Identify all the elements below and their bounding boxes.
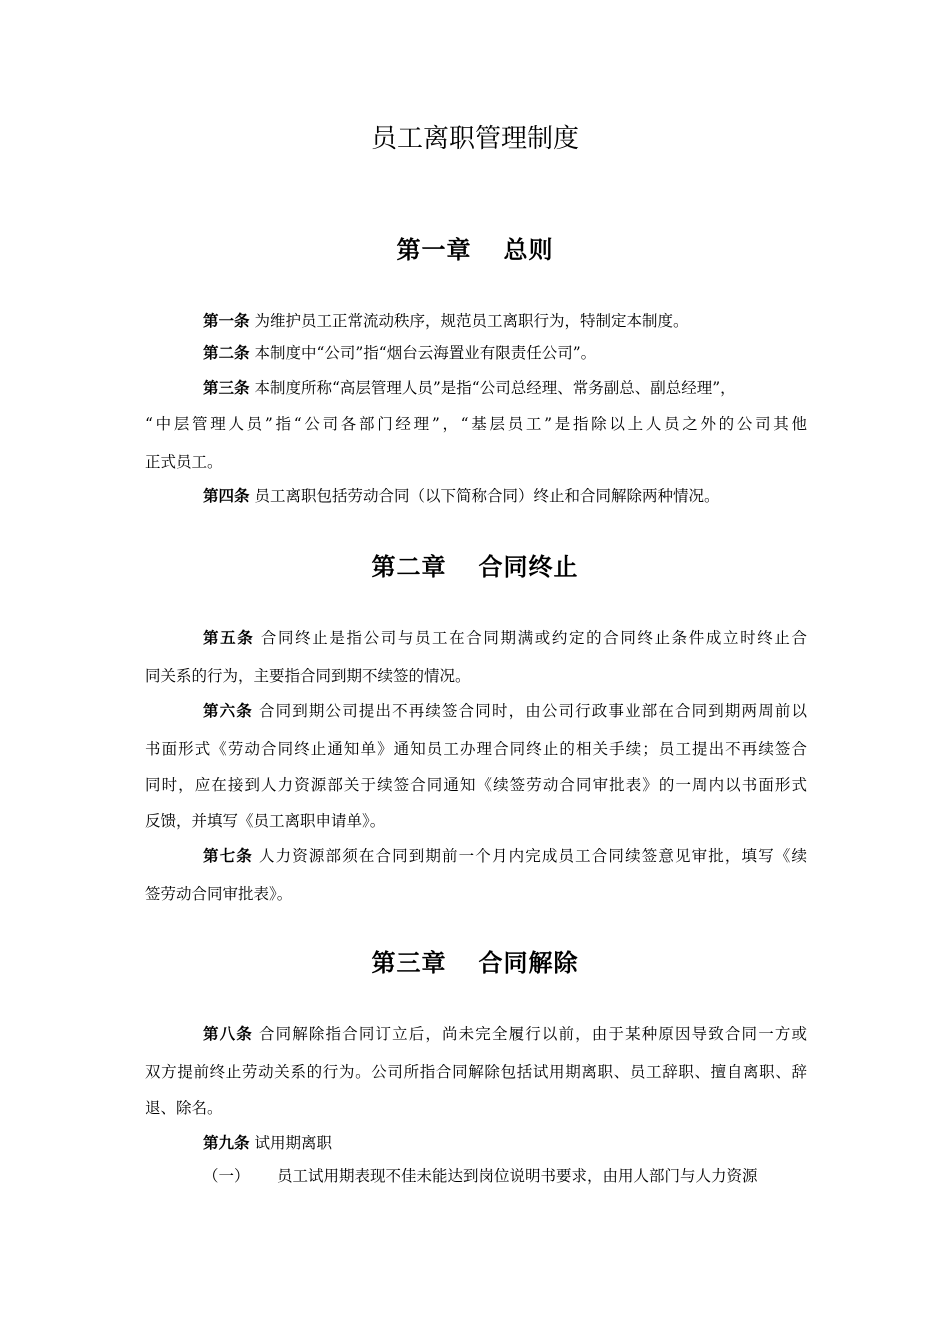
article-label: 第三条 [203,378,250,397]
article-3-line-3: 正式员工。 [145,453,223,471]
article-label: 第二条 [203,343,250,362]
article-text: 本制度中“公司”指“烟台云海置业有限责任公司”。 [249,344,597,362]
article-label: 第一条 [203,311,250,330]
chapter-heading-3 [0,943,950,978]
chapter-name: 合同解除 [478,948,579,977]
article-text: 本制度所称“高层管理人员”是指“公司总经理、常务副总、副总经理”， [249,379,736,397]
article-6 [203,701,807,721]
article-6-line-3: 同时，应在接到人力资源部关于续签合同通知《续签劳动合同审批表》的一周内以书面形式 [145,776,807,794]
article-text: 人力资源部须在合同到期前一个月内完成员工合同续签意见审批，填写《续 [252,847,807,865]
article-5 [203,628,807,648]
article-3-line-2: “中层管理人员”指“公司各部门经理”，“基层员工”是指除以上人员之外的公司其他 [145,415,807,433]
article-label: 第九条 [203,1133,250,1152]
chapter-number: 第三章 [371,948,447,977]
document-title: 员工离职管理制度 [370,124,579,154]
article-5-line-2: 同关系的行为，主要指合同到期不续签的情况。 [145,667,471,685]
article-label: 第六条 [203,701,253,720]
article-label: 第四条 [203,486,250,505]
article-8-line-2: 双方提前终止劳动关系的行为。公司所指合同解除包括试用期离职、员工辞职、擅自离职、辞 [145,1063,807,1081]
article-7 [203,846,807,866]
article-6-line-4: 反馈，并填写《员工离职申请单》。 [145,812,386,830]
article-label: 第七条 [203,846,253,865]
article-label: 第八条 [203,1024,253,1043]
chapter-name: 合同终止 [478,552,579,581]
article-3 [203,378,807,398]
article-7-line-2: 签劳动合同审批表》。 [145,885,293,903]
chapter-name: 总则 [503,235,554,264]
article-text: 员工离职包括劳动合同（以下简称合同）终止和合同解除两种情况。 [249,487,720,505]
article-1 [203,311,807,331]
chapter-heading-1 [0,230,950,265]
article-2 [203,343,807,363]
list-item-enum: （一） [203,1167,250,1185]
chapter-number: 第二章 [371,552,447,581]
chapter-number: 第一章 [396,235,472,264]
chapter-heading-2 [0,547,950,582]
article-text: 为维护员工正常流动秩序，规范员工离职行为，特制定本制度。 [249,312,689,330]
article-6-line-2: 书面形式《劳动合同终止通知单》通知员工办理合同终止的相关手续；员工提出不再续签合 [145,740,807,758]
article-text: 试用期离职 [249,1134,332,1152]
article-label: 第五条 [203,628,255,647]
article-8-line-3: 退、除名。 [145,1099,223,1117]
article-text: 合同终止是指公司与员工在合同期满或约定的合同终止条件成立时终止合 [254,629,807,647]
article-text: 合同到期公司提出不再续签合同时，由公司行政事业部在合同到期两周前以 [252,702,807,720]
article-9 [203,1133,807,1153]
article-8 [203,1024,807,1044]
article-text: 合同解除指合同订立后，尚未完全履行以前，由于某种原因导致合同一方或 [252,1025,807,1043]
article-4 [203,486,807,506]
list-item-1 [203,1166,807,1186]
list-item-text: 员工试用期表现不佳未能达到岗位说明书要求，由用人部门与人力资源 [277,1167,758,1185]
